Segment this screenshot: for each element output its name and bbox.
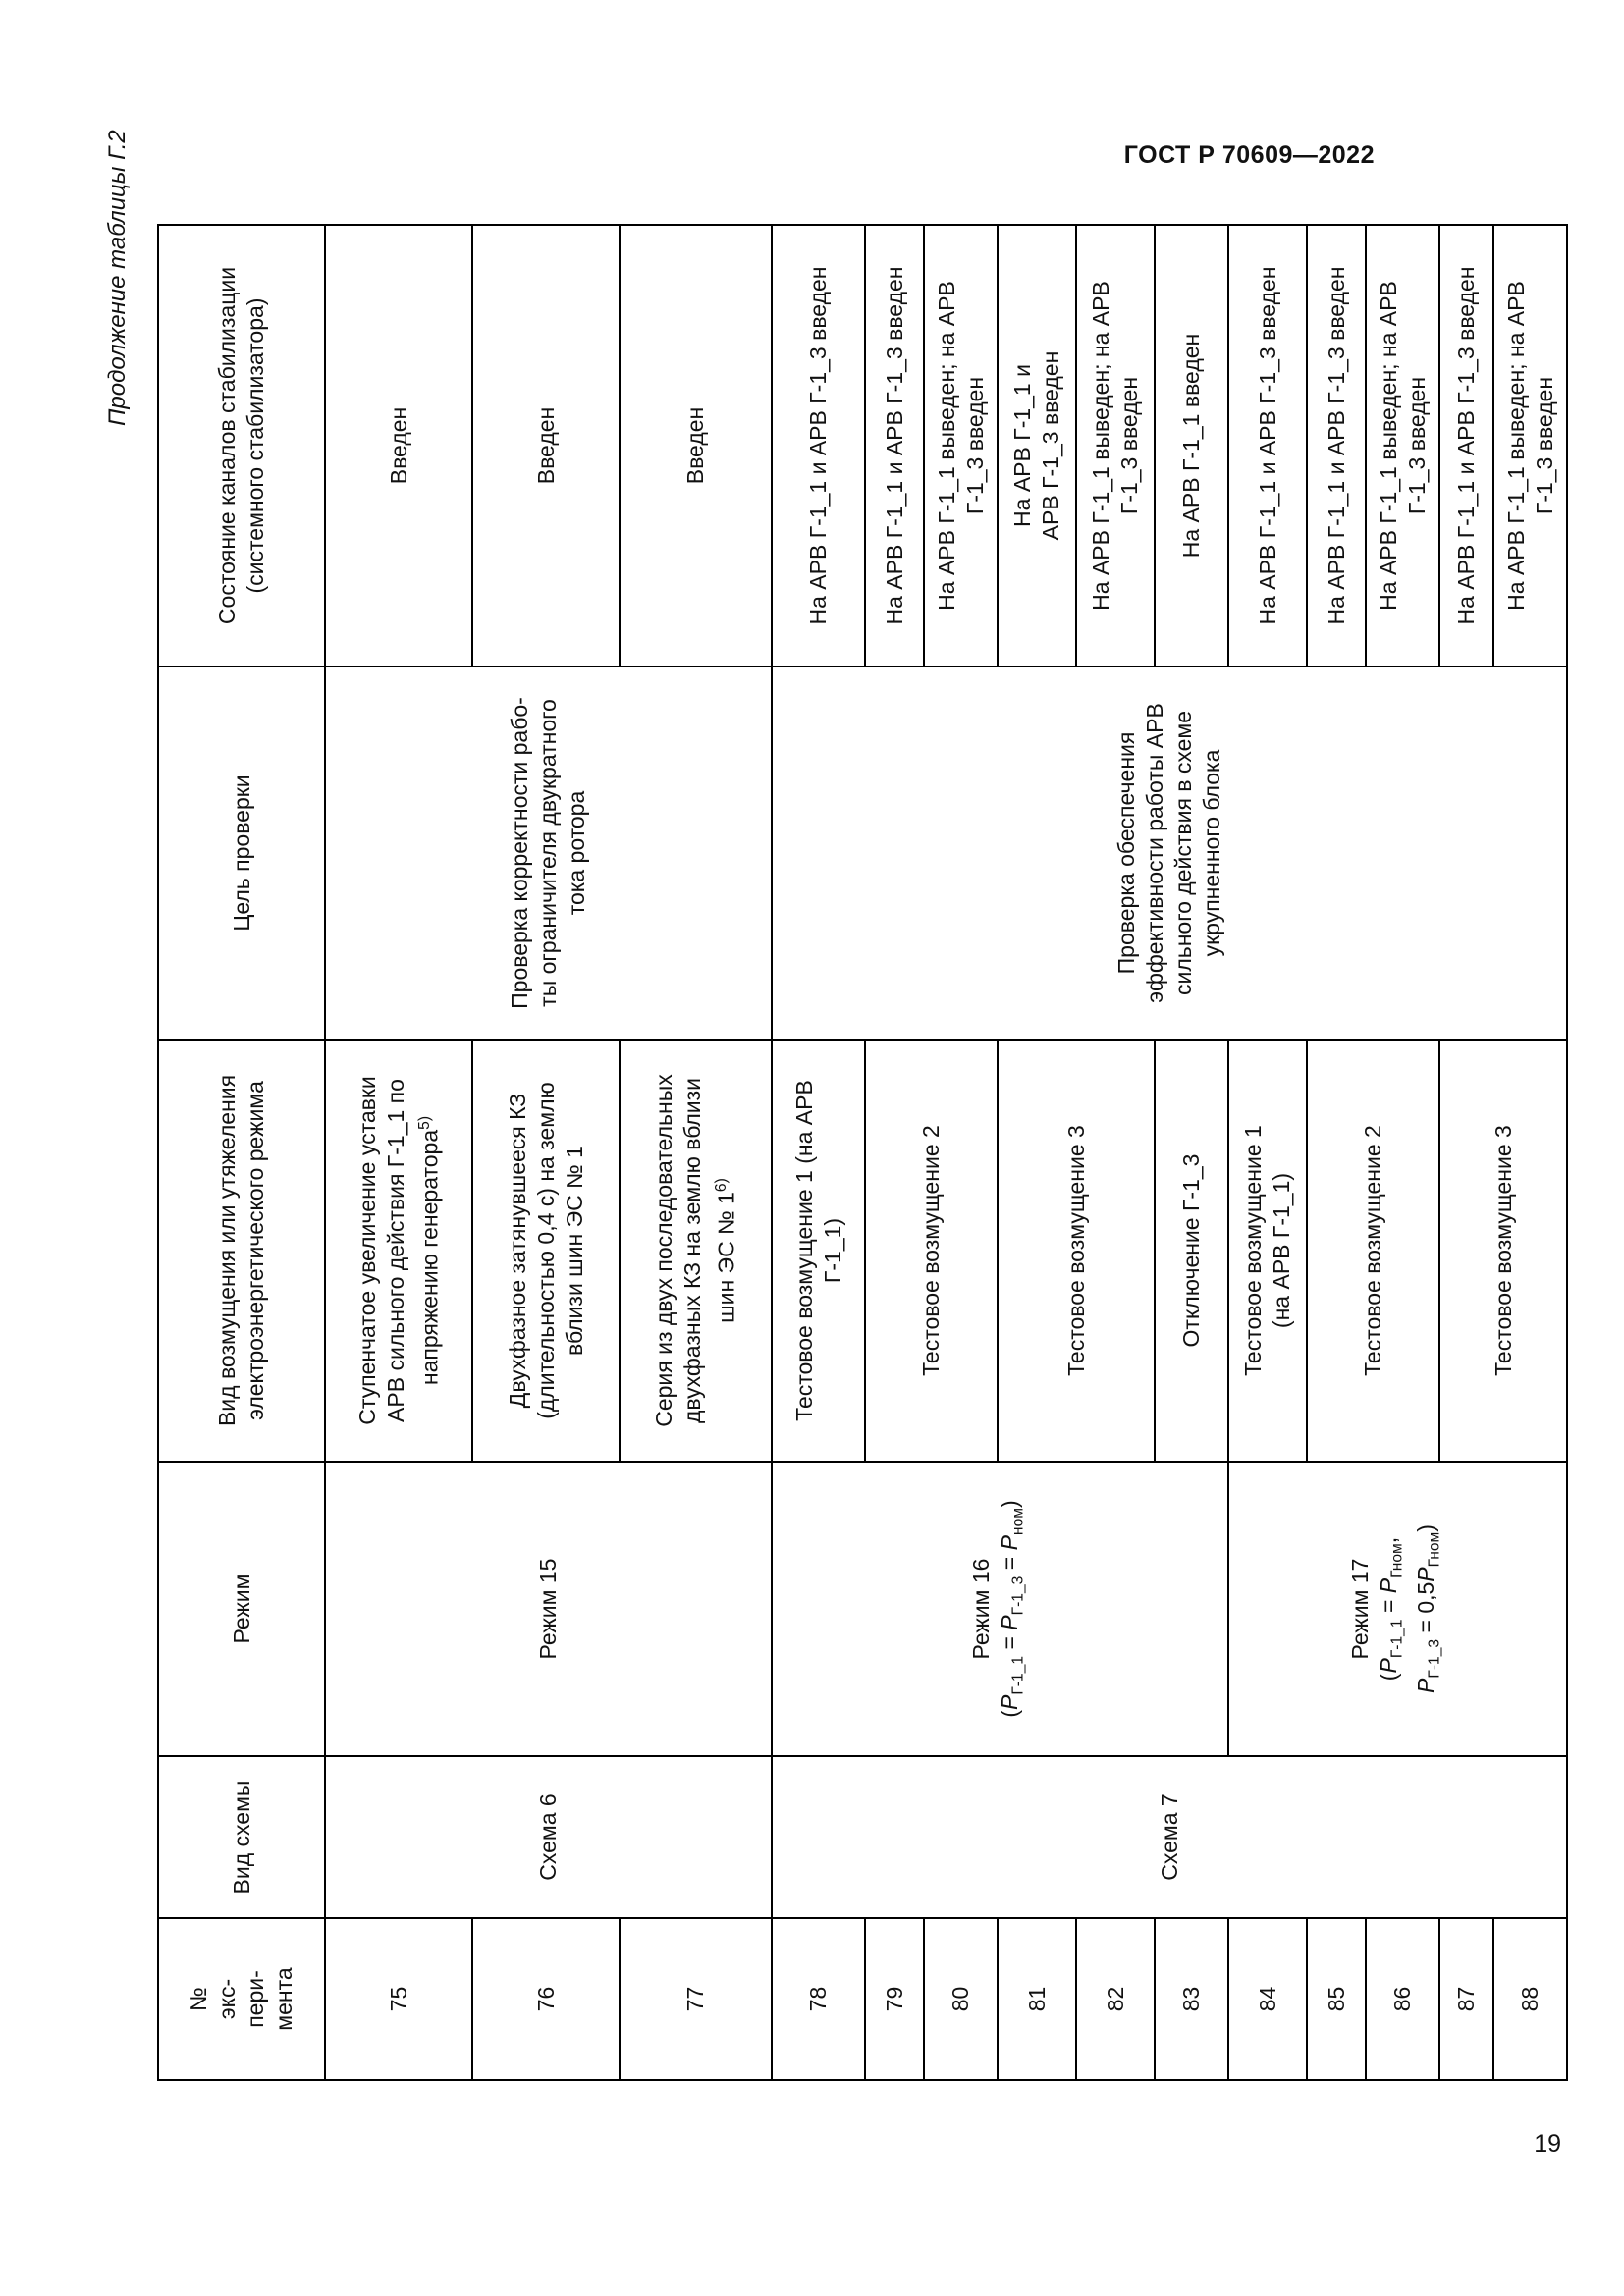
cell-state-80: На АРВ Г-1_1 выведен; на АРВ Г-1_3 введен	[924, 225, 998, 667]
data-table	[157, 224, 1568, 2081]
cell-disturbance-85-86: Тестовое возмущение 2	[1307, 1040, 1439, 1462]
cell-num-81: 81	[998, 1918, 1076, 2080]
cell-num-76: 76	[472, 1918, 620, 2080]
cell-state-77: Введен	[620, 225, 772, 667]
cell-disturbance-83: Отключение Г-1_3	[1155, 1040, 1228, 1462]
cell-num-87: 87	[1439, 1918, 1493, 2080]
cell-num-80: 80	[924, 1918, 998, 2080]
cell-mode-17: Режим 17 ($Р_{Г-1\_1} = Р_{Гном}$, $Р_{Г-1\_3} = 0,5Р_{Гном}$)	[1228, 1462, 1567, 1756]
table-row	[325, 225, 472, 2080]
cell-state-87: На АРВ Г-1_1 и АРВ Г-1_3 введен	[1439, 225, 1493, 667]
cell-num-82: 82	[1076, 1918, 1155, 2080]
cell-purpose-rotor-limiter: Проверка корректности рабо- ты ограничителя двукратного тока ротора	[325, 667, 772, 1040]
cell-state-79: На АРВ Г-1_1 и АРВ Г-1_3 введен	[865, 225, 924, 667]
cell-state-78: На АРВ Г-1_1 и АРВ Г-1_3 введен	[772, 225, 865, 667]
cell-state-84: На АРВ Г-1_1 и АРВ Г-1_3 введен	[1228, 225, 1307, 667]
cell-num-86: 86	[1366, 1918, 1439, 2080]
cell-num-79: 79	[865, 1918, 924, 2080]
cell-state-81: На АРВ Г-1_1 и АРВ Г-1_3 введен	[998, 225, 1076, 667]
cell-disturbance-77: Серия из двух последовательных двухфазных КЗ на землю вблизи шин ЭС № 1$^{6)}$	[620, 1040, 772, 1462]
cell-disturbance-75: Ступенчатое увеличение уставки АРВ сильного действия Г-1_1 по напряжению генератора$^{5)}$	[325, 1040, 472, 1462]
cell-scheme-6: Схема 6	[325, 1756, 772, 1918]
table-row	[772, 225, 865, 2080]
cell-state-88: На АРВ Г-1_1 выведен; на АРВ Г-1_3 введен	[1493, 225, 1567, 667]
cell-disturbance-79-80: Тестовое возмущение 2	[865, 1040, 998, 1462]
page-number: 19	[1534, 2130, 1561, 2158]
cell-state-86: На АРВ Г-1_1 выведен; на АРВ Г-1_3 введен	[1366, 225, 1439, 667]
cell-state-85: На АРВ Г-1_1 и АРВ Г-1_3 введен	[1307, 225, 1366, 667]
col-header-num: № экс- пери- мента	[158, 1918, 325, 2080]
cell-disturbance-78: Тестовое возмущение 1 (на АРВ Г-1_1)	[772, 1040, 865, 1462]
col-header-disturbance: Вид возмущения или утяжеления электроэнергетического режима	[158, 1040, 325, 1462]
cell-mode-15: Режим 15	[325, 1462, 772, 1756]
cell-state-76: Введен	[472, 225, 620, 667]
cell-num-78: 78	[772, 1918, 865, 2080]
col-header-state: Состояние каналов стабилизации (системного стабилизатора)	[158, 225, 325, 667]
cell-num-85: 85	[1307, 1918, 1366, 2080]
cell-purpose-avr-efficiency: Проверка обеспечения эффективности работы АРВ сильного действия в схеме укрупненного блока	[772, 667, 1567, 1040]
cell-num-77: 77	[620, 1918, 772, 2080]
rotated-table-container	[157, 226, 1566, 2081]
cell-state-83: На АРВ Г-1_1 введен	[1155, 225, 1228, 667]
cell-disturbance-84: Тестовое возмущение 1 (на АРВ Г-1_1)	[1228, 1040, 1307, 1462]
cell-disturbance-76: Двухфазное затянувшееся КЗ (длительностью 0,4 с) на землю вблизи шин ЭС № 1	[472, 1040, 620, 1462]
cell-num-84: 84	[1228, 1918, 1307, 2080]
col-header-purpose: Цель проверки	[158, 667, 325, 1040]
cell-num-83: 83	[1155, 1918, 1228, 2080]
cell-scheme-7: Схема 7	[772, 1756, 1567, 1918]
cell-disturbance-87-88: Тестовое возмущение 3	[1439, 1040, 1567, 1462]
table-caption: Продолжение таблицы Г.2	[104, 130, 131, 426]
cell-mode-16: Режим 16 $(Р_{Г-1\_1} = Р_{Г-1\_3} = Р_{ном})$	[772, 1462, 1228, 1756]
cell-num-88: 88	[1493, 1918, 1567, 2080]
col-header-mode: Режим	[158, 1462, 325, 1756]
cell-state-75: Введен	[325, 225, 472, 667]
col-header-scheme: Вид схемы	[158, 1756, 325, 1918]
cell-state-82: На АРВ Г-1_1 выведен; на АРВ Г-1_3 введен	[1076, 225, 1155, 667]
cell-num-75: 75	[325, 1918, 472, 2080]
cell-disturbance-81-82: Тестовое возмущение 3	[998, 1040, 1155, 1462]
running-header: ГОСТ Р 70609—2022	[1123, 141, 1375, 169]
